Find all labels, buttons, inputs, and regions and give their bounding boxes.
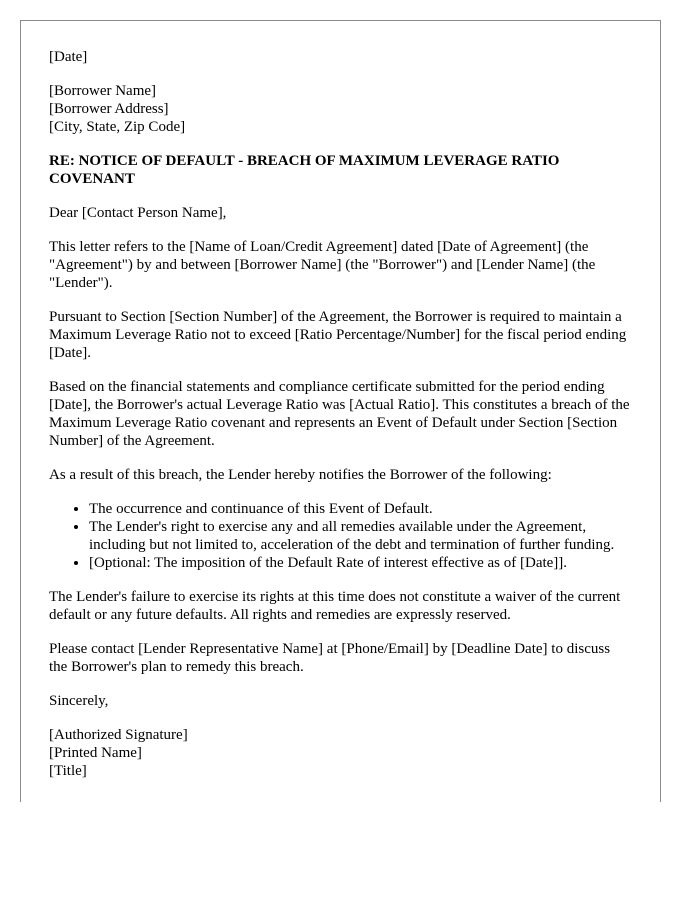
recipient-city-state-zip: [City, State, Zip Code]: [49, 119, 186, 135]
letter-subject: RE: NOTICE OF DEFAULT - BREACH OF MAXIMUM LEVERAGE RATIO COVENANT: [49, 153, 560, 187]
paragraph-reservation-of-rights: The Lender's failure to exercise its rights at this time does not constitute a waiver of the current default or any future defaults. All rights and remedies are expressly reserved.: [49, 589, 621, 623]
notification-list: [49, 500, 632, 572]
signature-line: [Authorized Signature]: [49, 727, 188, 743]
list-item: • The Lender's right to exercise any and all remedies available under the Agreement, including but not limited to, acceleration of the debt and termination of further funding.: [89, 518, 632, 554]
paragraph-contact-request: Please contact [Lender Representative Name] at [Phone/Email] by [Deadline Date] to discuss the Borrower's plan to remedy this breach.: [49, 641, 611, 675]
recipient-block: [49, 82, 632, 136]
salutation: Dear [Contact Person Name],: [49, 205, 227, 221]
paragraph-covenant-requirement: Pursuant to Section [Section Number] of the Agreement, the Borrower is required to maintain a Maximum Leverage Ratio not to exceed [Ratio Percentage/Number] for the fiscal period ending [Date].: [49, 309, 627, 361]
paragraph-agreement-reference: This letter refers to the [Name of Loan/Credit Agreement] dated [Date of Agreement] (the "Agreement") by and between [Borrower Name] (the "Borrower") and [Lender Name] (the "Lender").: [49, 239, 596, 291]
list-item: • [Optional: The imposition of the Default Rate of interest effective as of [Date]].: [89, 554, 632, 572]
letter-page: [20, 20, 661, 802]
list-item: • The occurrence and continuance of this Event of Default.: [89, 500, 632, 518]
paragraph-notification-intro: As a result of this breach, the Lender hereby notifies the Borrower of the following:: [49, 467, 552, 483]
signature-block: [49, 726, 632, 780]
recipient-name: [Borrower Name]: [49, 83, 157, 99]
valediction: Sincerely,: [49, 693, 109, 709]
paragraph-breach-details: Based on the financial statements and compliance certificate submitted for the period ending [Date], the Borrower's actual Leverage Ratio was [Actual Ratio]. This constitutes a breach of the Maximum Leverage Ratio covenant and represents an Event of Default under Section [Section Number] of the Agreement.: [49, 379, 630, 449]
printed-name: [Printed Name]: [49, 745, 142, 761]
recipient-address: [Borrower Address]: [49, 101, 169, 117]
letter-date: [Date]: [49, 49, 88, 65]
signatory-title: [Title]: [49, 763, 87, 779]
